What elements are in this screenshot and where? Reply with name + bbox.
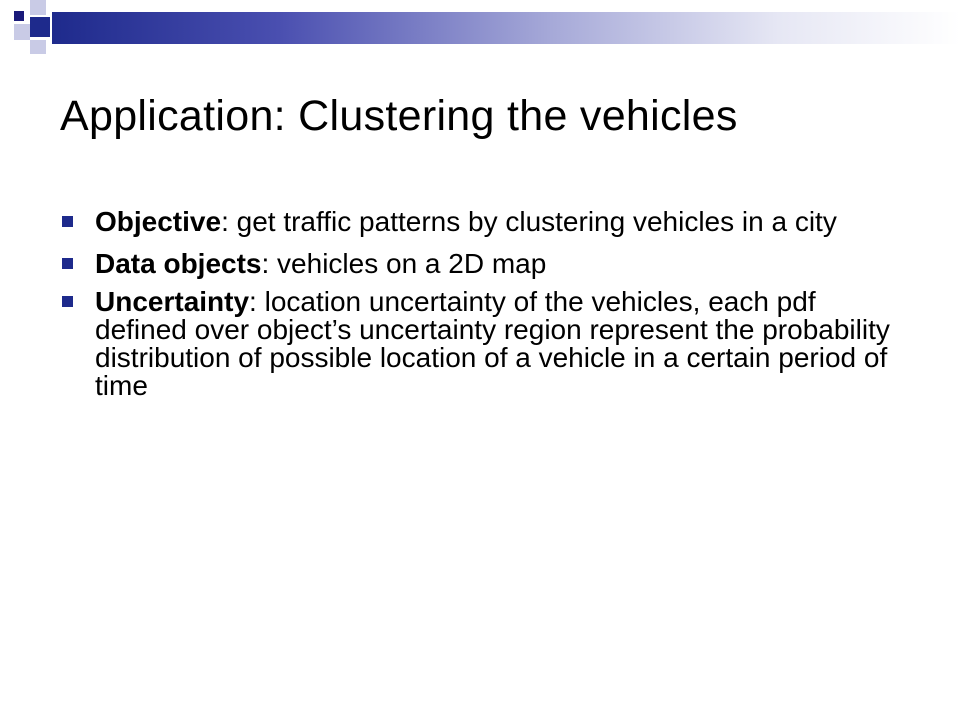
bullet-text: : get traffic patterns by clustering vehicles in a city bbox=[221, 206, 837, 237]
bullet-term: Data objects bbox=[95, 248, 262, 279]
square-bullet-icon bbox=[62, 216, 73, 227]
bullet-term: Objective bbox=[95, 206, 222, 237]
bullet-list bbox=[60, 208, 910, 410]
bullet-text: : vehicles on a 2D map bbox=[261, 248, 547, 279]
header-decoration-square bbox=[30, 17, 50, 37]
header-decoration-square bbox=[30, 40, 46, 54]
slide-title: Application: Clustering the vehicles bbox=[60, 92, 738, 140]
square-bullet-icon bbox=[62, 296, 73, 307]
header-decoration-square bbox=[30, 0, 46, 15]
header-decoration-square bbox=[14, 24, 30, 40]
header-decoration-square bbox=[14, 11, 24, 21]
square-bullet-icon bbox=[62, 258, 73, 269]
bullet-term: Uncertainty bbox=[95, 286, 250, 317]
bullet-item-uncertainty bbox=[60, 288, 910, 400]
header-gradient-bar bbox=[52, 12, 960, 44]
bullet-item-data-objects bbox=[60, 250, 910, 278]
bullet-text: : location uncertainty of the vehicles, each pdf defined over object’s uncertainty region represent the probability distribution of possible location of a vehicle in a certain period of time bbox=[95, 286, 890, 401]
bullet-item-objective bbox=[60, 208, 910, 236]
